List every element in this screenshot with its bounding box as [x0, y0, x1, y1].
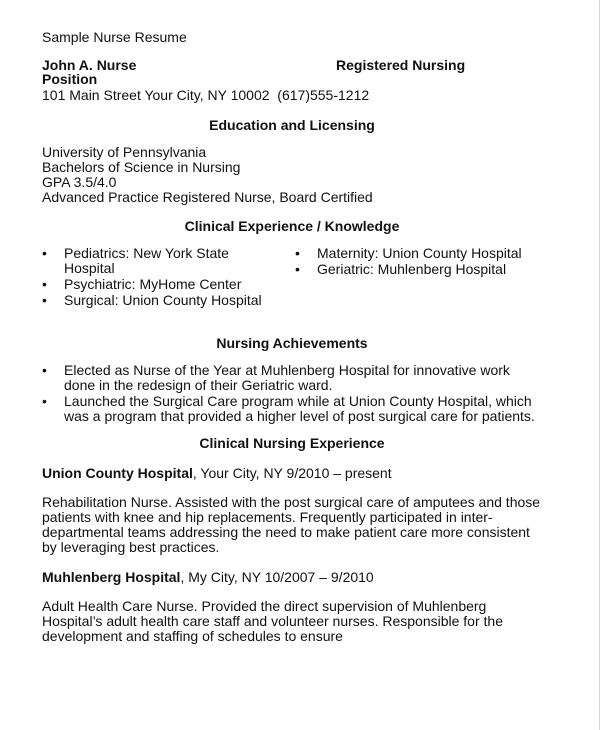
clinical-knowledge-left-list — [42, 246, 295, 309]
clinical-knowledge-section — [42, 246, 562, 309]
list-item: • Geriatric: Muhlenberg Hospital — [295, 262, 522, 277]
education-section — [42, 145, 562, 205]
list-item: • Maternity: Union County Hospital — [295, 246, 522, 261]
address: 101 Main Street Your City, NY 10002 — [42, 87, 270, 103]
job-header — [42, 466, 562, 481]
education-gpa: GPA 3.5/4.0 — [42, 174, 117, 190]
achievements-list — [42, 363, 562, 424]
document-title: Sample Nurse Resume — [42, 29, 187, 45]
education-certification: Advanced Practice Registered Nurse, Board Certified — [42, 189, 373, 205]
employer-name: Muhlenberg Hospital — [42, 569, 181, 585]
applicant-name: John A. Nurse — [42, 57, 137, 73]
list-item: • Surgical: Union County Hospital — [42, 293, 269, 308]
education-heading: Education and Licensing — [209, 117, 375, 133]
employer-name: Union County Hospital — [42, 465, 193, 481]
job-description: Rehabilitation Nurse. Assisted with the post surgical care of amputees and those patients with knee and hip replacements. Frequently participated in inter-departmental teams addressing the need to make patient care more consistent by leveraging best practices. — [42, 494, 541, 555]
objective-registered-nursing: Registered Nursing — [336, 57, 466, 73]
list-item: • Pediatrics: New York State Hospital — [42, 246, 269, 276]
objective-position: Position — [42, 71, 98, 87]
phone: (617)555-1212 — [277, 87, 370, 103]
achievements-heading: Nursing Achievements — [216, 335, 368, 351]
list-item: • Psychiatric: MyHome Center — [42, 277, 269, 292]
contact-line — [42, 88, 562, 103]
education-university: University of Pennsylvania — [42, 144, 207, 160]
resume-content — [42, 30, 562, 644]
job-header — [42, 570, 562, 585]
job-details: , My City, NY 10/2007 – 9/2010 — [180, 569, 374, 585]
clinical-knowledge-right-list — [295, 246, 548, 309]
resume-header — [42, 58, 562, 88]
list-item: • Launched the Surgical Care program while at Union County Hospital, which was a program that provided a higher level of post surgical care for patients. — [42, 394, 542, 424]
list-item: • Elected as Nurse of the Year at Muhlenberg Hospital for innovative work done in the redesign of their Geriatric ward. — [42, 363, 542, 393]
job-details: , Your City, NY 9/2010 – present — [192, 465, 392, 481]
clinical-knowledge-heading: Clinical Experience / Knowledge — [184, 218, 400, 234]
job-description: Adult Health Care Nurse. Provided the direct supervision of Muhlenberg Hospital’s adult health care staff and volunteer nurses. Responsible for the development and staffing of schedules to ensure — [42, 598, 503, 644]
education-degree: Bachelors of Science in Nursing — [42, 159, 241, 175]
experience-heading: Clinical Nursing Experience — [199, 435, 385, 451]
